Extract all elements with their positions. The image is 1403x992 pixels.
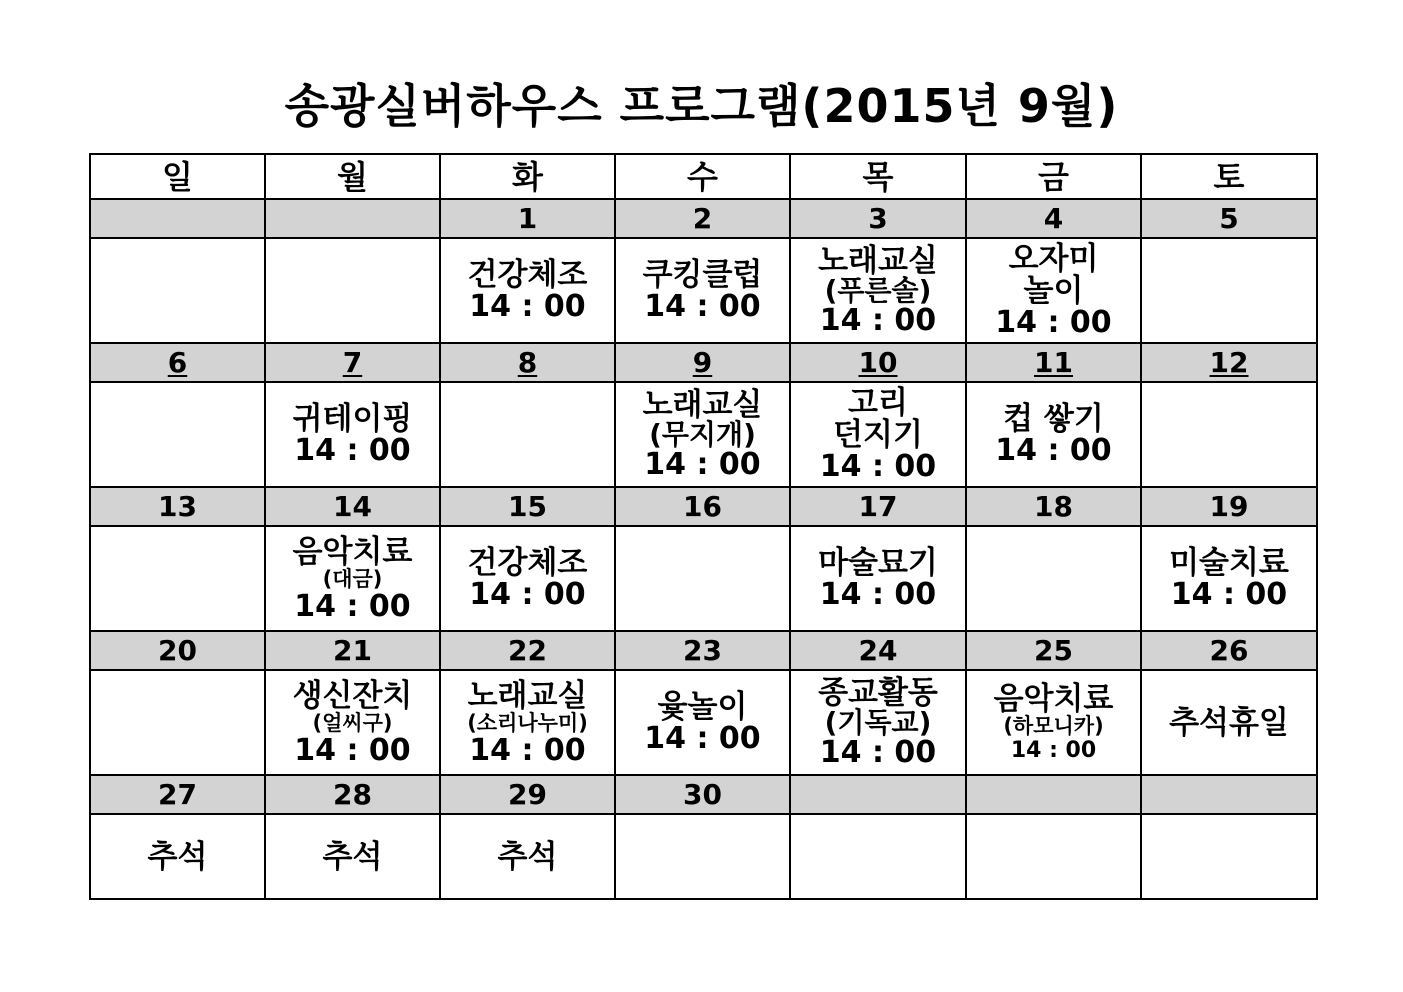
date-number: 24 (858, 633, 898, 667)
event-time: 14 : 00 (644, 721, 761, 756)
event-cell (615, 670, 790, 775)
event-row (90, 670, 1317, 775)
event-cell (90, 814, 265, 899)
weekday-header: 화 (440, 154, 615, 199)
event-subtitle: (푸른솔) (824, 274, 932, 307)
date-number: 3 (868, 201, 888, 235)
date-cell (790, 631, 966, 670)
date-number: 10 (858, 345, 898, 379)
event-cell (966, 382, 1141, 487)
date-number: 28 (333, 777, 372, 811)
date-cell (90, 487, 265, 526)
date-row (90, 631, 1317, 670)
event-cell (1141, 382, 1317, 487)
event-row (90, 526, 1317, 631)
date-number: 13 (158, 489, 197, 523)
event-title: 종교활동 (818, 675, 938, 711)
event-time: 14 : 00 (819, 577, 937, 612)
date-number: 6 (167, 345, 188, 379)
event-title: 음악치료 (993, 680, 1114, 717)
date-cell (615, 343, 790, 382)
event-title: 추석 (497, 838, 558, 875)
date-cell (966, 343, 1141, 382)
event-title-line2: 놀이 (1023, 273, 1084, 309)
date-cell (90, 631, 265, 670)
weekday-header: 금 (966, 154, 1141, 199)
date-cell (966, 631, 1141, 670)
date-number: 7 (342, 345, 363, 379)
event-title: 건강체조 (467, 545, 588, 581)
weekday-header-row (90, 154, 1317, 199)
event-title-line2: 던지기 (833, 417, 923, 453)
date-cell (90, 775, 265, 814)
weekday-header: 토 (1141, 154, 1317, 199)
date-number: 4 (1043, 201, 1064, 235)
event-cell (90, 238, 265, 343)
event-cell (1141, 526, 1317, 631)
date-number: 12 (1209, 345, 1249, 379)
date-number: 14 (333, 489, 372, 523)
event-cell (440, 814, 615, 899)
date-row (90, 775, 1317, 814)
date-number: 29 (508, 777, 547, 811)
date-number: 16 (683, 489, 722, 523)
date-number: 2 (692, 201, 713, 235)
event-time: 14 : 00 (644, 289, 761, 324)
weekday-header: 목 (790, 154, 966, 199)
date-cell (265, 631, 440, 670)
event-title: 추석 (322, 838, 383, 875)
date-row (90, 199, 1317, 238)
date-cell (1141, 343, 1317, 382)
date-number: 23 (683, 633, 722, 667)
event-cell (265, 814, 440, 899)
event-cell (966, 814, 1141, 899)
event-time: 14 : 00 (1170, 577, 1288, 612)
event-cell (265, 670, 440, 775)
event-cell (90, 526, 265, 631)
event-cell (790, 526, 966, 631)
date-cell (790, 487, 966, 526)
date-row (90, 343, 1317, 382)
date-cell (615, 775, 790, 814)
date-cell (265, 199, 440, 238)
date-cell (440, 631, 615, 670)
date-cell (615, 631, 790, 670)
date-cell (790, 199, 966, 238)
date-number: 17 (858, 489, 898, 523)
event-time: 14 : 00 (644, 447, 761, 482)
date-number: 15 (508, 489, 547, 523)
event-title: 노래교실 (818, 243, 938, 279)
event-time: 14 : 00 (469, 577, 586, 612)
date-number: 11 (1034, 345, 1073, 379)
weekday-header: 일 (90, 154, 265, 199)
event-title: 고리 (848, 385, 908, 421)
event-time: 14 : 00 (995, 433, 1112, 468)
date-cell (615, 487, 790, 526)
event-subtitle: (하모니카) (1003, 713, 1104, 738)
event-cell (440, 238, 615, 343)
event-title: 마술묘기 (818, 545, 938, 581)
event-title: 오자미 (1008, 241, 1099, 277)
event-cell (1141, 670, 1317, 775)
event-cell (265, 382, 440, 487)
event-cell (615, 526, 790, 631)
event-cell (440, 670, 615, 775)
date-cell (966, 487, 1141, 526)
event-cell (790, 382, 966, 487)
date-number: 26 (1209, 633, 1249, 667)
date-cell (265, 487, 440, 526)
date-number: 20 (158, 633, 197, 667)
page-title: 송광실버하우스 프로그램(2015년 9월) (284, 79, 1119, 133)
date-number: 25 (1034, 633, 1073, 667)
event-cell (440, 382, 615, 487)
event-cell (1141, 814, 1317, 899)
event-time: 14 : 00 (819, 303, 937, 338)
date-cell (966, 775, 1141, 814)
event-row (90, 382, 1317, 487)
date-cell (1141, 199, 1317, 238)
event-cell (966, 238, 1141, 343)
date-cell (440, 343, 615, 382)
date-cell (440, 199, 615, 238)
event-cell (265, 238, 440, 343)
date-cell (790, 343, 966, 382)
date-number: 1 (517, 201, 538, 235)
weekday-header: 수 (615, 154, 790, 199)
date-number: 5 (1219, 201, 1239, 235)
event-row (90, 814, 1317, 899)
event-row (90, 238, 1317, 343)
event-cell (966, 670, 1141, 775)
event-time: 14 : 00 (819, 735, 937, 770)
event-title: 추석휴일 (1169, 704, 1289, 741)
event-title: 노래교실 (642, 387, 763, 423)
event-cell (615, 814, 790, 899)
event-cell (90, 670, 265, 775)
date-cell (790, 775, 966, 814)
event-title: 추석 (147, 838, 208, 875)
date-cell (966, 199, 1141, 238)
date-cell (440, 487, 615, 526)
date-cell (1141, 487, 1317, 526)
event-time: 14 : 00 (469, 732, 586, 768)
event-cell (790, 814, 966, 899)
date-number: 8 (517, 345, 538, 379)
date-cell (615, 199, 790, 238)
calendar-table (89, 153, 1318, 900)
event-title: 컵 쌓기 (1003, 401, 1104, 437)
event-cell (790, 238, 966, 343)
event-time: 14 : 00 (469, 289, 586, 324)
date-row (90, 487, 1317, 526)
date-number: 22 (508, 633, 547, 667)
event-cell (615, 382, 790, 487)
event-title: 미술치료 (1169, 545, 1289, 581)
event-time: 14 : 00 (294, 433, 411, 468)
weekday-header: 월 (265, 154, 440, 199)
event-time: 14 : 00 (294, 588, 411, 624)
event-title: 건강체조 (467, 257, 588, 293)
event-title: 쿠킹클럽 (642, 257, 763, 293)
date-number: 27 (158, 777, 197, 811)
date-number: 19 (1209, 489, 1249, 523)
date-cell (265, 343, 440, 382)
date-cell (1141, 631, 1317, 670)
date-cell (90, 199, 265, 238)
event-cell (265, 526, 440, 631)
date-cell (90, 343, 265, 382)
event-cell (966, 526, 1141, 631)
event-cell (615, 238, 790, 343)
event-cell (790, 670, 966, 775)
event-title: 귀테이핑 (292, 401, 413, 437)
event-cell (440, 526, 615, 631)
event-title: 노래교실 (467, 677, 588, 714)
date-number: 18 (1034, 489, 1073, 523)
event-cell (90, 382, 265, 487)
event-subtitle: (소리나누미) (467, 710, 588, 735)
event-subtitle: (얼씨구) (312, 710, 393, 735)
date-number: 30 (683, 777, 722, 811)
date-number: 9 (692, 345, 713, 379)
event-time: 14 : 00 (1010, 737, 1097, 763)
date-cell (1141, 775, 1317, 814)
event-title: 생신잔치 (292, 677, 413, 714)
date-number: 21 (333, 633, 372, 667)
event-time: 14 : 00 (995, 305, 1112, 340)
event-subtitle: (대금) (322, 566, 383, 591)
event-subtitle: (기독교) (824, 706, 932, 739)
event-subtitle: (무지개) (649, 418, 756, 451)
event-time: 14 : 00 (819, 449, 937, 484)
date-cell (265, 775, 440, 814)
date-cell (440, 775, 615, 814)
event-cell (1141, 238, 1317, 343)
event-title: 윷놀이 (657, 689, 748, 725)
event-title: 음악치료 (292, 533, 413, 570)
event-time: 14 : 00 (294, 732, 411, 768)
